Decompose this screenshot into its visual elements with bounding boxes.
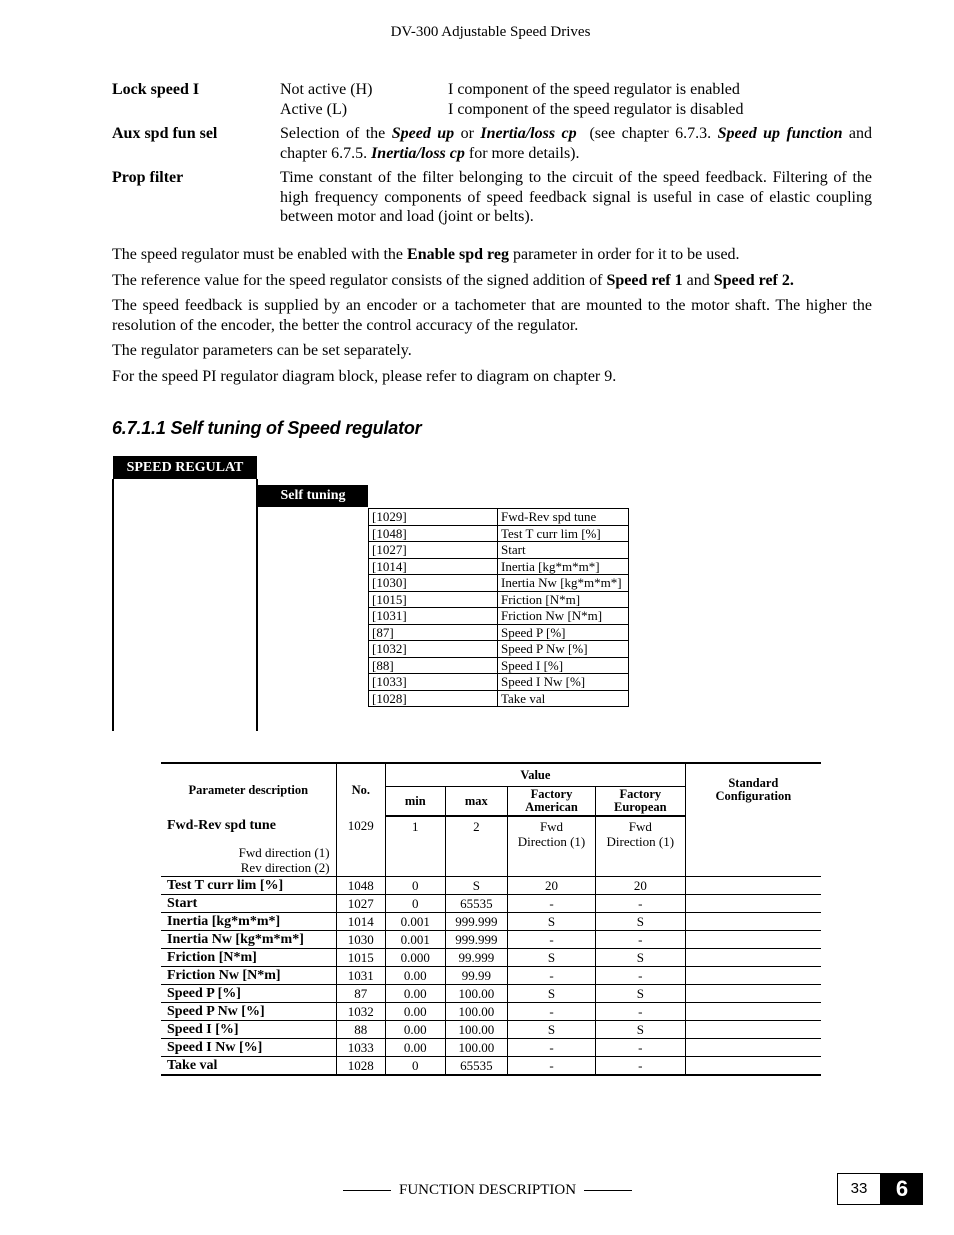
- row-min: 0.001: [386, 931, 446, 949]
- row-max: 99.999: [445, 949, 508, 967]
- row-max: 65535: [445, 1057, 508, 1076]
- row-no: 1027: [336, 895, 385, 913]
- menu-item-row: [369, 542, 629, 559]
- chapter-tab: 6: [881, 1173, 923, 1205]
- col-header-factory-american: [508, 787, 596, 817]
- def-term: Lock speed I: [112, 81, 200, 98]
- row-standard: [685, 985, 821, 1003]
- text-run: (see chapter 6.7.3.: [576, 125, 718, 142]
- row-factory-european: -: [595, 967, 685, 985]
- col-header-min: min: [386, 787, 446, 817]
- bold-run: Enable spd reg: [407, 246, 509, 263]
- def-aux-spd: [112, 124, 872, 163]
- parameter-table: [161, 762, 821, 1076]
- menu-item-name: Fwd-Rev spd tune: [498, 509, 629, 526]
- parameter-definitions: [112, 80, 872, 232]
- def-body: [280, 80, 872, 119]
- menu-item-name: Friction Nw [N*m]: [498, 608, 629, 625]
- row-no: 88: [336, 1021, 385, 1039]
- menu-item-name: Take val: [498, 690, 629, 707]
- row-max: S: [445, 877, 508, 895]
- table-row: [161, 985, 821, 1003]
- paragraph: [112, 245, 872, 265]
- row-desc: Speed I [%]: [161, 1021, 336, 1039]
- table-row: [161, 816, 821, 877]
- row-desc: Speed P Nw [%]: [161, 1003, 336, 1021]
- paragraph: The speed feedback is supplied by an encoder or a tachometer that are mounted to the motor shaft. The higher the resolution of the encoder, the better the control accuracy of the regulator.: [112, 297, 872, 334]
- menu-item-name: Inertia [kg*m*m*]: [498, 558, 629, 575]
- text-run: and: [682, 271, 714, 289]
- row-desc: Test T curr lim [%]: [161, 877, 336, 895]
- row-factory-european: S: [595, 985, 685, 1003]
- row-standard: [685, 913, 821, 931]
- row-min: 0: [386, 1057, 446, 1076]
- def-term: Prop filter: [112, 169, 184, 186]
- row-max: 99.99: [445, 967, 508, 985]
- menu-item-name: Speed I [%]: [498, 657, 629, 674]
- menu-item-name: Speed P [%]: [498, 624, 629, 641]
- row-standard: [685, 877, 821, 895]
- row-factory-european: 20: [595, 877, 685, 895]
- row-standard: [685, 1003, 821, 1021]
- row-factory-american: -: [508, 1039, 596, 1057]
- row-standard: [685, 967, 821, 985]
- row-factory-european: S: [595, 1021, 685, 1039]
- text-run: for more details).: [464, 144, 580, 162]
- menu-item-number: [88]: [369, 657, 498, 674]
- col-header-no: No.: [336, 763, 385, 816]
- row-factory-american: S: [508, 913, 596, 931]
- text-run: or: [454, 125, 481, 142]
- def-prop-filter: [112, 168, 872, 227]
- row-factory-american: -: [508, 931, 596, 949]
- menu-item-number: [1028]: [369, 690, 498, 707]
- row-min: 0.00: [386, 985, 446, 1003]
- row-factory-european: -: [595, 1057, 685, 1076]
- row-no: 1028: [336, 1057, 385, 1076]
- row-max: 999.999: [445, 931, 508, 949]
- row-factory-american: S: [508, 1021, 596, 1039]
- menu-tree-line-mid: [256, 479, 258, 731]
- def-state-row: [280, 80, 872, 100]
- menu-items-table: [368, 508, 629, 707]
- table-row: [161, 1057, 821, 1076]
- row-max: 100.00: [445, 1003, 508, 1021]
- paragraph: [112, 271, 872, 291]
- def-term: Aux spd fun sel: [112, 125, 218, 142]
- emph-run: Speed up: [391, 125, 455, 142]
- row-max: 100.00: [445, 1039, 508, 1057]
- bold-run: Speed ref 2.: [713, 271, 794, 289]
- text-run: and chapter 6.7.5.: [280, 125, 873, 162]
- table-row: [161, 949, 821, 967]
- row-standard: [685, 895, 821, 913]
- text-run: The speed regulator must be enabled with the: [112, 246, 408, 263]
- row-factory-american: -: [508, 1003, 596, 1021]
- menu-self-tuning: Self tuning: [258, 485, 368, 507]
- emph-run: Inertia/loss cp: [371, 144, 465, 162]
- menu-item-number: [1030]: [369, 575, 498, 592]
- row-no: 1032: [336, 1003, 385, 1021]
- row-standard: [685, 931, 821, 949]
- row-factory-american: -: [508, 895, 596, 913]
- row-factory-american: S: [508, 985, 596, 1003]
- menu-tree-line-left: [112, 479, 114, 731]
- menu-speed-regulat: SPEED REGULAT: [113, 456, 257, 479]
- menu-item-row: [369, 608, 629, 625]
- table-row: [161, 931, 821, 949]
- col-header-max: max: [445, 787, 508, 817]
- text-run: Selection of the: [280, 125, 392, 142]
- row-min: 0.00: [386, 967, 446, 985]
- menu-item-row: [369, 525, 629, 542]
- menu-item-number: [1014]: [369, 558, 498, 575]
- row-desc: Inertia [kg*m*m*]: [161, 913, 336, 931]
- row-desc: Speed P [%]: [161, 985, 336, 1003]
- table-row: [161, 913, 821, 931]
- row-standard: [685, 816, 821, 877]
- menu-item-name: Speed I Nw [%]: [498, 674, 629, 691]
- row-standard: [685, 1057, 821, 1076]
- option-line: Rev direction (2): [240, 859, 330, 875]
- row-factory-european: -: [595, 1003, 685, 1021]
- row-min: 1: [386, 816, 446, 877]
- menu-item-row: [369, 575, 629, 592]
- fe-line-1: Fwd: [628, 819, 652, 834]
- row-min: 0: [386, 895, 446, 913]
- std-line-2: Configuration: [715, 789, 792, 803]
- row-factory-european: -: [595, 1039, 685, 1057]
- row-no: 1014: [336, 913, 385, 931]
- row-factory-american: 20: [508, 877, 596, 895]
- row-factory-european: -: [595, 895, 685, 913]
- row-factory-european: S: [595, 913, 685, 931]
- col-header-factory-european: [595, 787, 685, 817]
- text-run: parameter in order for it to be used.: [508, 246, 740, 263]
- row-min: 0.00: [386, 1021, 446, 1039]
- menu-item-row: [369, 674, 629, 691]
- menu-item-name: Inertia Nw [kg*m*m*]: [498, 575, 629, 592]
- menu-item-name: Start: [498, 542, 629, 559]
- menu-item-name: Friction [N*m]: [498, 591, 629, 608]
- fe-line-2: Direction (1): [606, 834, 675, 849]
- menu-item-name: Speed P Nw [%]: [498, 641, 629, 658]
- col-header-standard: [685, 763, 821, 816]
- row-min: 0.00: [386, 1039, 446, 1057]
- row-factory-european: [595, 816, 685, 877]
- state-text: I component of the speed regulator is enabled: [448, 81, 740, 98]
- def-body: Time constant of the filter belonging to the circuit of the speed feedback. Filtering of the high frequency components of speed feedback signal is useful in case of elastic coupling between motor and load (joint or belts).: [280, 169, 872, 225]
- row-standard: [685, 949, 821, 967]
- row-desc: Friction Nw [N*m]: [161, 967, 336, 985]
- row-no: 1029: [336, 816, 385, 877]
- fe-line-2: European: [614, 800, 667, 814]
- option-line: Fwd direction (1): [238, 845, 330, 860]
- fa-line-2: Direction (1): [517, 834, 586, 849]
- row-no: 1033: [336, 1039, 385, 1057]
- fa-line-1: Fwd: [539, 819, 564, 834]
- row-desc: Start: [161, 895, 336, 913]
- menu-item-row: [369, 690, 629, 707]
- table-row: [161, 1003, 821, 1021]
- emph-run: Inertia/loss cp: [480, 125, 577, 142]
- menu-item-row: [369, 624, 629, 641]
- fe-line-1: Factory: [619, 787, 662, 801]
- table-row: [161, 1039, 821, 1057]
- row-factory-american: -: [508, 967, 596, 985]
- def-state-row: [280, 100, 872, 120]
- footer-rule-left: [343, 1190, 391, 1191]
- fa-line-2: American: [525, 800, 578, 814]
- row-max: 100.00: [445, 985, 508, 1003]
- menu-item-row: [369, 509, 629, 526]
- menu-item-number: [1031]: [369, 608, 498, 625]
- menu-item-row: [369, 641, 629, 658]
- row-desc-text: Fwd-Rev spd tune: [167, 818, 276, 833]
- table-row: [161, 967, 821, 985]
- menu-item-number: [1029]: [369, 509, 498, 526]
- row-factory-american: S: [508, 949, 596, 967]
- page-footer: [343, 1182, 632, 1199]
- state-label: Not active (H): [280, 81, 373, 98]
- footer-label: FUNCTION DESCRIPTION: [399, 1182, 577, 1198]
- row-desc: [161, 816, 336, 877]
- row-no: 1015: [336, 949, 385, 967]
- menu-item-row: [369, 558, 629, 575]
- menu-item-row: [369, 591, 629, 608]
- menu-item-number: [1032]: [369, 641, 498, 658]
- row-min: 0: [386, 877, 446, 895]
- row-max: 2: [445, 816, 508, 877]
- body-paragraphs: [112, 245, 872, 392]
- table-row: [161, 1021, 821, 1039]
- state-label: Active (L): [280, 100, 348, 118]
- table-row: [161, 877, 821, 895]
- row-no: 87: [336, 985, 385, 1003]
- row-min: 0.00: [386, 1003, 446, 1021]
- running-header: DV-300 Adjustable Speed Drives: [390, 24, 591, 40]
- std-line-1: Standard: [728, 776, 779, 790]
- row-min: 0.001: [386, 913, 446, 931]
- row-desc: Friction [N*m]: [161, 949, 336, 967]
- menu-item-number: [1015]: [369, 591, 498, 608]
- row-factory-european: -: [595, 931, 685, 949]
- text-run: The reference value for the speed regulator consists of the signed addition of: [112, 271, 607, 289]
- row-desc: Take val: [161, 1057, 336, 1076]
- row-desc: Speed I Nw [%]: [161, 1039, 336, 1057]
- row-max: 999.999: [445, 913, 508, 931]
- row-factory-american: -: [508, 1057, 596, 1076]
- menu-item-number: [1027]: [369, 542, 498, 559]
- col-header-value: Value: [386, 763, 686, 787]
- row-min: 0.000: [386, 949, 446, 967]
- row-options: [167, 846, 332, 875]
- row-no: 1030: [336, 931, 385, 949]
- section-heading: 6.7.1.1 Self tuning of Speed regulator: [112, 418, 422, 438]
- menu-item-name: Test T curr lim [%]: [498, 525, 629, 542]
- row-standard: [685, 1039, 821, 1057]
- row-no: 1031: [336, 967, 385, 985]
- row-max: 100.00: [445, 1021, 508, 1039]
- row-standard: [685, 1021, 821, 1039]
- col-header-desc: Parameter description: [161, 763, 336, 816]
- def-body: [280, 124, 872, 163]
- row-no: 1048: [336, 877, 385, 895]
- emph-run: Speed up function: [717, 125, 843, 142]
- def-lock-speed: [112, 80, 872, 119]
- table-row: [161, 895, 821, 913]
- paragraph: For the speed PI regulator diagram block, please refer to diagram on chapter 9.: [112, 367, 617, 385]
- menu-item-row: [369, 657, 629, 674]
- page-number: 33: [837, 1173, 881, 1205]
- menu-item-number: [87]: [369, 624, 498, 641]
- menu-item-number: [1033]: [369, 674, 498, 691]
- state-text: I component of the speed regulator is disabled: [448, 100, 744, 118]
- fa-line-1: Factory: [530, 787, 573, 801]
- row-max: 65535: [445, 895, 508, 913]
- paragraph: The regulator parameters can be set separately.: [112, 342, 412, 359]
- row-desc: Inertia Nw [kg*m*m*]: [161, 931, 336, 949]
- row-factory-european: S: [595, 949, 685, 967]
- row-factory-american: [508, 816, 596, 877]
- footer-rule-right: [584, 1190, 632, 1191]
- bold-run: Speed ref 1: [606, 271, 683, 289]
- menu-item-number: [1048]: [369, 525, 498, 542]
